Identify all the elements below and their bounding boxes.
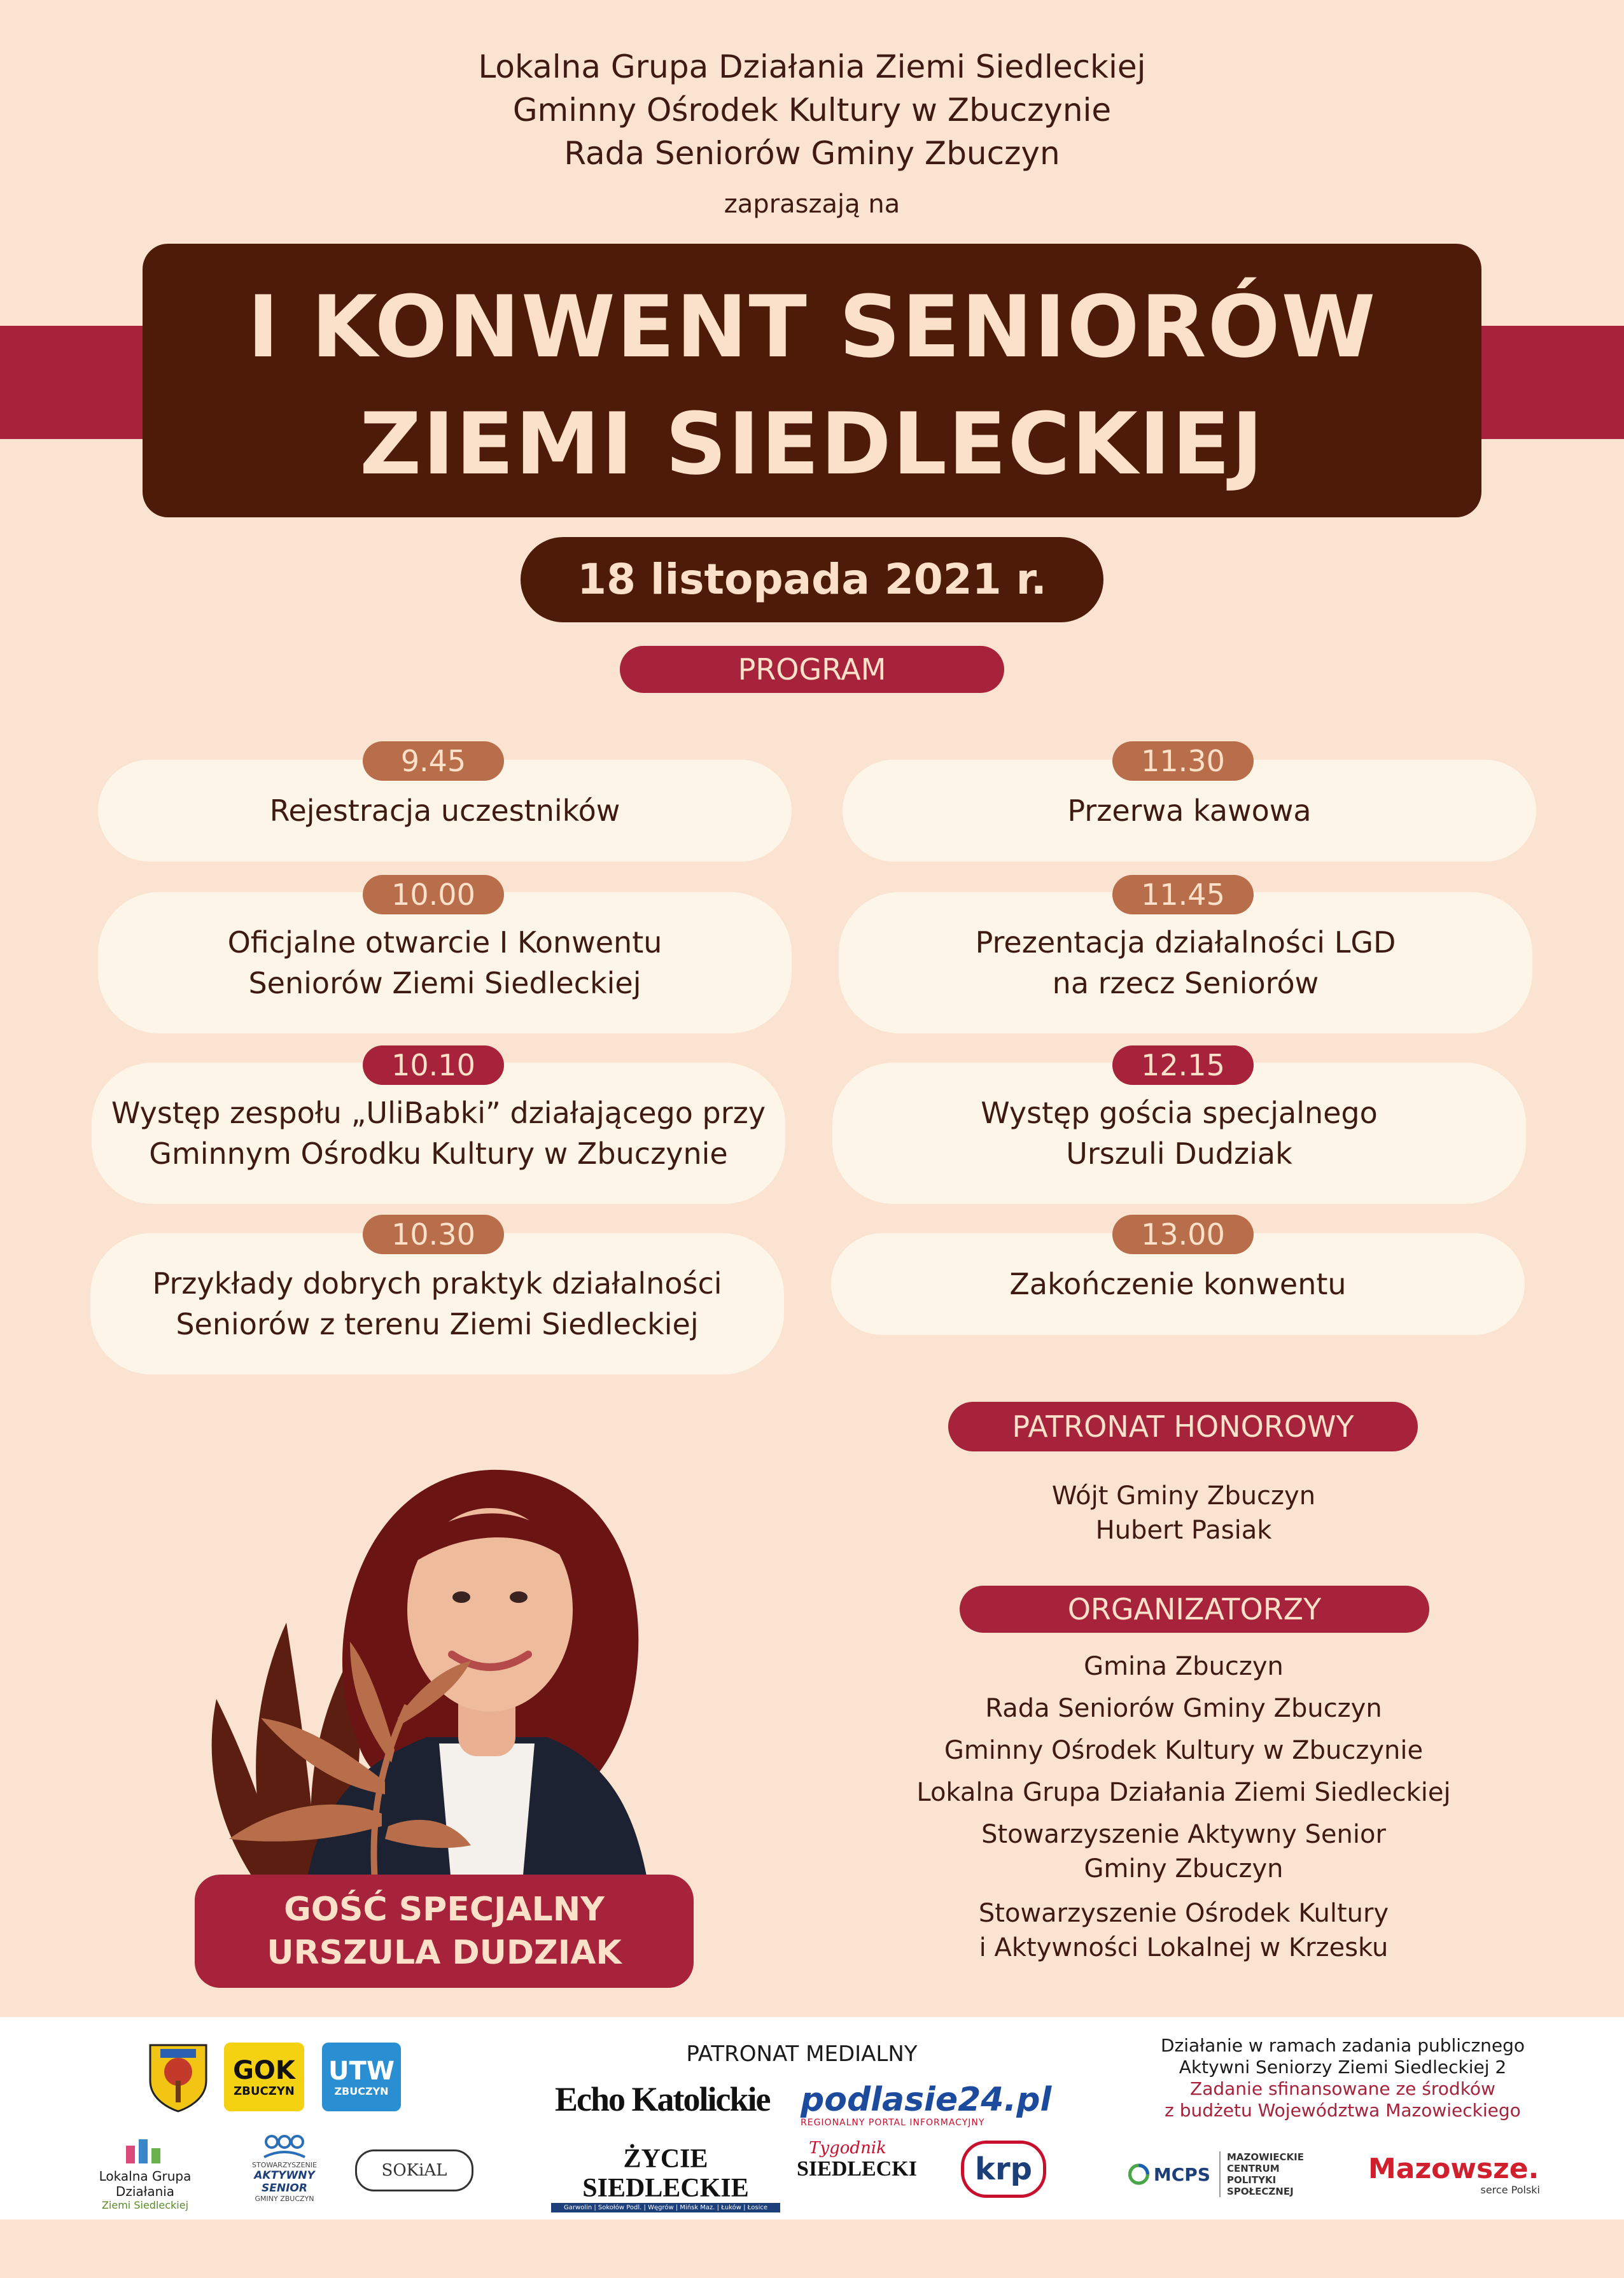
time-badge-0945: 9.45	[363, 741, 504, 781]
program-label: PROGRAM	[620, 646, 1004, 693]
sokial-logo-text: SOKiAL	[381, 2161, 447, 2180]
invite-text: zapraszają na	[724, 190, 900, 219]
gok-zbuczyn-logo	[224, 2043, 304, 2111]
echo-katolickie-logo: Echo Katolickie	[555, 2080, 770, 2118]
program-item-text: Prezentacja działalności LGD	[975, 925, 1396, 960]
special-guest-name: URSZULA DUDZIAK	[267, 1934, 622, 1972]
program-item-1030	[90, 1233, 784, 1374]
krp-logo	[961, 2141, 1046, 2198]
utw-zbuczyn-logo	[322, 2043, 401, 2111]
special-guest-badge	[195, 1875, 694, 1988]
organizer-line: Rada Seniorów Gminy Zbuczyn	[985, 1694, 1382, 1723]
time-badge-1000: 10.00	[363, 875, 504, 914]
title-line-1: I KONWENT SENIORÓW	[247, 277, 1377, 377]
senior-logo-top: STOWARZYSZENIE	[252, 2161, 317, 2169]
podlasie24-logo-sub: REGIONALNY PORTAL INFORMACYJNY	[801, 2118, 985, 2128]
organizers-label: ORGANIZATORZY	[960, 1586, 1429, 1633]
zycie-logo-sub: Garwolin | Sokołów Podl. | Węgrów | Mińsk Maz. | Łuków | Łosice	[551, 2203, 780, 2212]
mcps-fullname	[1219, 2151, 1319, 2197]
program-item-text: Seniorów z terenu Ziemi Siedleckiej	[176, 1307, 699, 1341]
time-badge-1215: 12.15	[1112, 1045, 1254, 1085]
mcps-name-line: SPOŁECZNEJ	[1227, 2186, 1294, 2197]
honorary-patron-line: Hubert Pasiak	[1095, 1516, 1272, 1545]
header-organizer-2: Gminny Ośrodek Kultury w Zbuczynie	[512, 92, 1112, 129]
program-item-text: Występ zespołu „UliBabki” działającego przy	[111, 1096, 766, 1130]
organizer-line: Stowarzyszenie Ośrodek Kultury	[978, 1899, 1389, 1928]
mcps-name-line: MAZOWIECKIE	[1227, 2151, 1304, 2163]
organizer-line: Stowarzyszenie Aktywny Senior	[981, 1820, 1386, 1849]
program-item-text: Zakończenie konwentu	[1009, 1267, 1347, 1301]
senior-people-icon	[259, 2133, 310, 2158]
mazowsze-logo-text: Mazowsze.	[1368, 2153, 1539, 2185]
zycie-siedleckie-logo	[551, 2144, 780, 2212]
mcps-name-line: CENTRUM POLITYKI	[1227, 2163, 1280, 2186]
mcps-circle-icon	[1128, 2162, 1150, 2187]
mcps-logo-text: MCPS	[1153, 2163, 1210, 2185]
financing-line: Zadanie sfinansowane ze środków	[1190, 2078, 1495, 2099]
financing-line: Działanie w ramach zadania publicznego	[1160, 2035, 1525, 2056]
header-organizer-1: Lokalna Grupa Działania Ziemi Siedleckiej	[478, 48, 1146, 85]
title-line-2: ZIEMI SIEDLECKIEJ	[360, 395, 1264, 494]
honorary-patronage-label: PATRONAT HONOROWY	[948, 1402, 1418, 1451]
gok-logo-sub: ZBUCZYN	[234, 2084, 295, 2098]
zbuczyn-coat-of-arms-icon	[148, 2043, 209, 2113]
organizer-line: Gminny Ośrodek Kultury w Zbuczynie	[944, 1736, 1424, 1765]
tygodnik-siedlecki-logo	[797, 2139, 917, 2181]
program-item-text: na rzecz Seniorów	[1052, 966, 1319, 1000]
guest-portrait-illustration	[191, 1406, 713, 1890]
program-item-text: Seniorów Ziemi Siedleckiej	[248, 966, 641, 1000]
program-item-text: Przerwa kawowa	[1067, 793, 1312, 828]
organizer-line: Lokalna Grupa Działania Ziemi Siedleckiej	[916, 1778, 1451, 1807]
program-item-text: Gminnym Ośrodku Kultury w Zbuczynie	[149, 1136, 728, 1171]
organizer-line: Gminy Zbuczyn	[1084, 1854, 1284, 1883]
program-item-text: Przykłady dobrych praktyk działalności	[152, 1266, 722, 1301]
utw-logo-sub: ZBUCZYN	[334, 2085, 389, 2097]
tygodnik-logo-text: SIEDLECKI	[797, 2157, 917, 2181]
program-item-text: Rejestracja uczestników	[269, 793, 620, 828]
podlasie24-logo	[801, 2082, 1068, 2128]
tygodnik-logo-top: Tygodnik	[809, 2139, 886, 2158]
mazowsze-logo	[1368, 2155, 1559, 2196]
lgd-people-icon	[120, 2134, 171, 2166]
aktywny-senior-logo	[230, 2133, 339, 2203]
senior-logo-sub: GMINY ZBUCZYN	[255, 2195, 314, 2203]
mazowsze-logo-sub: serce Polski	[1480, 2184, 1540, 2196]
financing-line: Aktywni Seniorzy Ziemi Siedleckiej 2	[1179, 2057, 1507, 2078]
header-organizer-3: Rada Seniorów Gminy Zbuczyn	[564, 135, 1060, 172]
bottom-band	[0, 2219, 1624, 2278]
time-badge-1130: 11.30	[1112, 741, 1254, 781]
gok-logo-text: GOK	[233, 2055, 295, 2085]
utw-logo-text: UTW	[328, 2056, 395, 2086]
time-badge-1030: 10.30	[363, 1215, 504, 1254]
honorary-patron-line: Wójt Gminy Zbuczyn	[1051, 1481, 1316, 1511]
special-guest-label: GOŚĆ SPECJALNY	[284, 1890, 605, 1929]
time-badge-1145: 11.45	[1112, 875, 1254, 914]
sokial-logo	[355, 2149, 473, 2191]
program-item-text: Urszuli Dudziak	[1066, 1136, 1292, 1171]
program-item-text: Występ gościa specjalnego	[981, 1096, 1378, 1130]
podlasie24-logo-text: podlasie24.pl	[801, 2081, 1052, 2119]
organizer-line: Gmina Zbuczyn	[1084, 1652, 1284, 1681]
time-badge-1010: 10.10	[363, 1045, 504, 1085]
event-date: 18 listopada 2021 r.	[521, 537, 1103, 622]
krp-logo-text: krp	[975, 2151, 1032, 2187]
organizer-line: i Aktywności Lokalnej w Krzesku	[979, 1933, 1389, 1962]
lgd-logo	[75, 2134, 215, 2211]
time-badge-1300: 13.00	[1112, 1215, 1254, 1254]
financing-line: z budżetu Województwa Mazowieckiego	[1165, 2100, 1521, 2121]
program-item-text: Oficjalne otwarcie I Konwentu	[227, 925, 662, 960]
senior-logo-text: AKTYWNY SENIOR	[254, 2169, 315, 2195]
media-patronage-label: PATRONAT MEDIALNY	[686, 2041, 918, 2067]
zycie-logo-text: ŻYCIE SIEDLECKIE	[582, 2144, 749, 2203]
shirt-shape	[439, 1743, 535, 1890]
lgd-logo-sub: Ziemi Siedleckiej	[101, 2199, 189, 2211]
lgd-logo-text: Lokalna Grupa Działania	[99, 2169, 192, 2199]
mcps-logo	[1128, 2152, 1319, 2197]
